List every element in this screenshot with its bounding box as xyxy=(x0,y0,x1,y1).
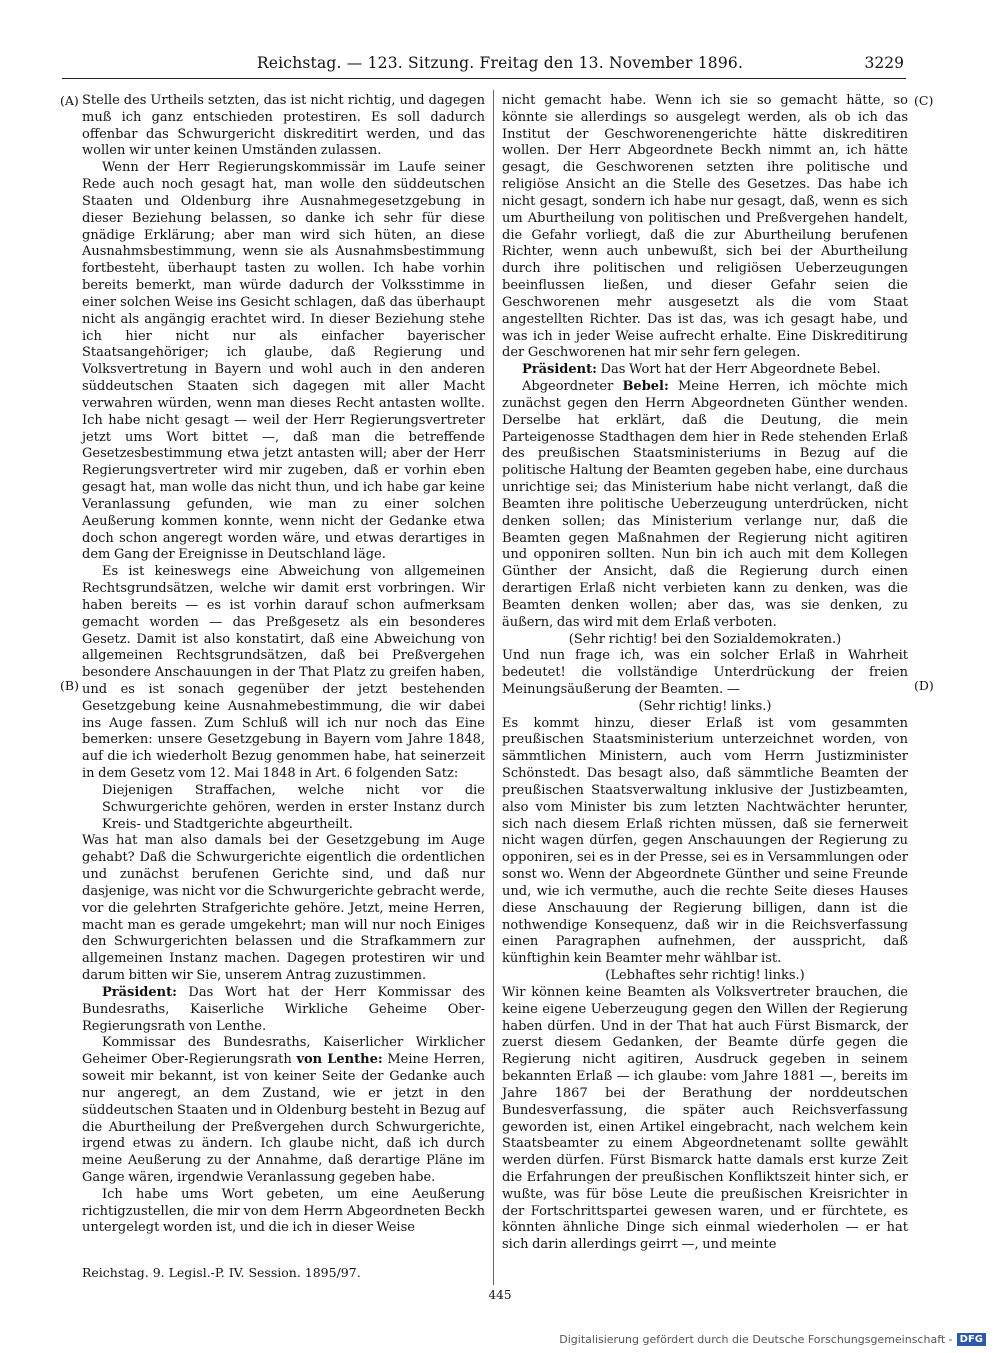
speaker-paragraph xyxy=(82,985,485,1035)
interjection: (Sehr richtig! bei den Sozialdemokraten.) xyxy=(568,631,842,647)
speaker-intro: Abgeordneter xyxy=(522,379,614,395)
interjection: (Sehr richtig! links.) xyxy=(638,698,772,714)
credit-text: Digitalisierung gefördert durch die Deutsche Forschungsgemeinschaft - xyxy=(559,1333,953,1346)
speaker-paragraph xyxy=(502,379,908,631)
paragraph: Und nun frage ich, was ein solcher Erlaß in Wahrheit bedeutet! die vollständige Unterdrückung der freien Meinungsäußerung der Beamten. — xyxy=(502,648,908,697)
page-number: 3229 xyxy=(864,54,904,72)
speech-text: Meine Herren, soweit mir bekannt, ist von keiner Seite der Gedanke auch nur angeregt, an dem Zustand, wie er jetzt in den süddeutschen Staaten und in Oldenburg besteht in Bezug auf die Aburtheilung der Preßvergehen durch Schwurgerichte, irgend etwas zu ändern. Ich glaube nicht, daß ich durch meine Aeußerung zu der Annahme, daß derartige Pläne im Gange wären, irgendwie Veranlassung gegeben habe. xyxy=(82,1052,485,1185)
page-header xyxy=(0,0,1000,82)
speech-text: Meine Herren, ich möchte mich zunächst gegen den Herrn Abgeordneten Günther wenden. Derselbe hat erklärt, daß die Deutung, die mein Parteigenosse Stadthagen dem hier in Rede stehenden Erlaß des preußischen Staatsministeriums in Bezug auf die politische Haltung der Beamten gegeben habe, eine durchaus unrichtige sei; das Ministerium habe nicht verlangt, daß die Beamten ihre politische Ueberzeugung unterdrücken, nicht denken sollen; das Ministerium verlange nur, daß die Beamten gegen Maßnahmen der Regierung nicht agitiren und opponiren sollten. Nun bin ich auch mit dem Kollegen Günther der Ansicht, daß die Regierung durch einen derartigen Erlaß nicht verbieten kann zu denken, was die Beamten denken wollen; aber das, was sie denken, zu äußern, das wird mit dem Erlaß verboten. xyxy=(502,379,909,630)
right-column xyxy=(502,93,908,1254)
margin-mark-a: (A) xyxy=(60,93,79,108)
paragraph: Ich habe ums Wort gebeten, um eine Aeußerung richtigzustellen, die mir von dem Herrn Abgeordneten Beckh untergelegt worden ist, und die ich in dieser Weise xyxy=(82,1186,485,1236)
margin-mark-d: (D) xyxy=(914,678,934,693)
speech-text: Das Wort hat der Herr Abgeordnete Bebel. xyxy=(600,362,881,378)
speaker-paragraph xyxy=(82,1035,485,1186)
digitization-credit xyxy=(559,1333,986,1346)
paragraph: Wir können keine Beamten als Volksvertreter brauchen, die keine eigene Ueberzeugung gegen den Willen der Regierung haben dürfen. Und in der That hat auch Fürst Bismarck, der zuerst diesem Gedanken, der Beamte dürfe gegen die Regierung nicht agitiren, Ausdruck gegeben in seinem bekannten Erlaß — ich glaube: vom Jahre 1881 —, bereits im Jahre 1867 bei der Berathung der norddeutschen Bundesverfassung, die später auch Reichsverfassung geworden ist, einen Artikel eingebracht, nach welchem kein Staatsbeamter zu einem Abgeordnetenamt sollte gewählt werden dürfen. Fürst Bismarck hatte damals erst kurze Zeit die Erfahrungen der preußischen Konfliktszeit hinter sich, er wußte, was für böse Leute die preußischen Kreisrichter in der Fortschrittspartei gewesen waren, und er fürchtete, es könnten ähnliche Dinge sich einmal wiederholen — er hat sich darin allerdings geirrt —, und meinte xyxy=(502,984,908,1253)
left-column xyxy=(82,93,485,1237)
dfg-logo: DFG xyxy=(957,1333,986,1346)
header-rule xyxy=(62,78,906,79)
margin-mark-c: (C) xyxy=(914,93,934,108)
paragraph: nicht gemacht habe. Wenn ich sie so gemacht hätte, so könnte sie allerdings so ausgelegt werden, als ob ich das Institut der Geschworenengerichte hätte diskreditiren wollen. Der Herr Abgeordnete Beckh nimmt an, ich hätte gesagt, die Geschworenen setzten ihre politische und religiöse Ansicht an die Stelle des Gesetzes. Das habe ich nicht gesagt, sondern ich habe nur gesagt, daß, wenn es sich um Aburtheilung von politischen und Preßvergehen handelt, die Gefahr vorliegt, daß die zur Aburtheilung berufenen Richter, wenn auch unbewußt, sich bei der Aburtheilung durch ihre politischen und religiösen Ueberzeugungen beeinflussen ließen, und dieser Gefahr seien die Geschworenen mehr ausgesetzt als die vom Staat angestellten Richter. Das ist das, was ich gesagt habe, und was ich in jeder Weise aufrecht erhalte. Eine Diskreditirung der Geschworenen hat mir sehr fern gelegen. xyxy=(502,93,908,361)
speaker-name: Bebel: xyxy=(622,379,669,395)
signature-mark: 445 xyxy=(488,1288,512,1302)
speaker-name: Präsident: xyxy=(102,984,177,1000)
block-quote: Diejenigen Straffachen, welche nicht vor die Schwurgerichte gehören, werden in erster Instanz durch Kreis- und Stadtgerichte abgeurtheilt. xyxy=(102,782,485,832)
speaker-name: Präsident: xyxy=(522,362,597,378)
paragraph: Es kommt hinzu, dieser Erlaß ist vom gesammten preußischen Staatsministerium unterzeichnet worden, von sämmtlichen Ministern, auch vom Herrn Justizminister Schönstedt. Das besagt also, daß sämmtliche Beamten der preußischen Staatsverwaltung inklusive der Justizbeamten, also vom Minister bis zum letzten Nachtwächter herunter, sich nach diesem Erlaß richten müssen, daß sie fernerweit nicht wagen dürfen, gegen Anschauungen der Regierung zu opponiren, sei es in der Presse, sei es in Versammlungen oder sonst wo. Wenn der Abgeordnete Günther und seine Freunde und, wie ich vermuthe, auch die rechte Seite dieses Hauses diese Anschauung der Regierung billigen, dann ist die nothwendige Konsequenz, daß wir in die Reichsverfassung einen Paragraphen aufnehmen, der ausspricht, daß künftighin kein Beamter mehr wählbar ist. xyxy=(502,715,908,967)
speech-text: Das Wort hat der Herr Kommissar des Bundesraths, Kaiserliche Wirkliche Geheime Ober-Regierungsrath von Lenthe. xyxy=(82,984,485,1034)
speaker-name: von Lenthe: xyxy=(296,1052,383,1068)
paragraph: Es ist keineswegs eine Abweichung von allgemeinen Rechtsgrundsätzen, welche wir damit erst vorbringen. Wir haben bereits — es ist vorhin darauf schon aufmerksam gemacht worden — das Preßgesetz als ein besonderes Gesetz. Damit ist also konstatirt, daß eine Abweichung von allgemeinen Rechtsgrundsätzen, daß bei Preßvergehen besondere Anschauungen in der That Platz zu greifen haben, und es ist sonach gegenüber der jetzt bestehenden Gesetzgebung keine Ausnahmebestimmung, die wir dabei ins Auge fassen. Zum Schluß will ich nur noch das Eine bemerken: unsere Gesetzgebung in Bayern vom Jahre 1848, auf die ich wiederholt Bezug genommen habe, hat seinerzeit in dem Gesetz vom 12. Mai 1848 in Art. 6 folgenden Satz: xyxy=(82,564,485,782)
paragraph: Stelle des Urtheils setzten, das ist nicht richtig, und dagegen muß ich ganz entschieden protestiren. Es soll dadurch offenbar das Schwurgericht diskreditirt werden, und das wollen wir unter keinen Umständen zulassen. xyxy=(82,93,485,159)
paragraph: Wenn der Herr Regierungskommissär im Laufe seiner Rede auch noch gesagt hat, man wolle den süddeutschen Staaten und Oldenburg ihre Ausnahmegesetzgebung in dieser Beziehung belassen, so danke ich sehr für diese gnädige Erklärung; aber man wird sich hüten, an diese Ausnahmsbestimmung, wenn sie als Ausnahmsbestimmung fortbesteht, überhaupt tasten zu wollen. Ich habe vorhin bereits bemerkt, man würde dadurch der Volksstimme in einer solchen Weise ins Gesicht schlagen, daß das überhaupt nicht als angängig erachtet wird. In dieser Beziehung stehe ich hier nicht nur als einfacher bayerischer Staatsangehöriger; ich glaube, daß Regierung und Volksvertretung in Bayern und wohl auch in den anderen süddeutschen Staaten sich dagegen mit aller Macht verwahren würden, wenn man dieses Recht antasten wollte. Ich habe nicht gesagt — weil der Herr Regierungsvertreter jetzt ums Wort bittet —, daß man die betreffende Gesetzesbestimmung etwa jetzt antasten will; aber der Herr Regierungsvertreter wird mir zugeben, daß er vorhin eben gesagt hat, man wolle das nicht thun, und ich habe gar keine Veranlassung gefunden, wie man zu einer solchen Aeußerung kommen konnte, wenn nicht der Gedanke etwa doch schon angeregt worden wäre, und etwas derartiges in dem Gang der Ereignisse in Deutschland läge. xyxy=(82,160,485,563)
speaker-intro: Kommissar des Bundesraths, Kaiserlicher Wirklicher Geheimer Ober-Regierungsrath xyxy=(82,1035,485,1068)
speaker-paragraph xyxy=(502,362,908,379)
margin-mark-b: (B) xyxy=(60,678,79,693)
column-divider xyxy=(493,90,494,1285)
running-title: Reichstag. — 123. Sitzung. Freitag den 13. November 1896. xyxy=(256,54,744,72)
footer-session-info: Reichstag. 9. Legisl.-P. IV. Session. 1895/97. xyxy=(82,1265,361,1280)
paragraph: Was hat man also damals bei der Gesetzgebung im Auge gehabt? Daß die Schwurgerichte eigentlich die ordentlichen und zunächst berufenen Gerichte sind, und daß nur dasjenige, was nicht vor die Schwurgerichte gebracht werde, vor die gelehrten Strafgerichte gehöre. Jetzt, meine Herren, macht man es gerade umgekehrt; man will nur noch Einiges den Schwurgerichten belassen und die Strafkammern zur allgemeinen Instanz machen. Dagegen protestiren wir und darum bitten wir Sie, unserem Antrag zuzustimmen. xyxy=(82,833,485,984)
interjection: (Lebhaftes sehr richtig! links.) xyxy=(605,968,805,984)
